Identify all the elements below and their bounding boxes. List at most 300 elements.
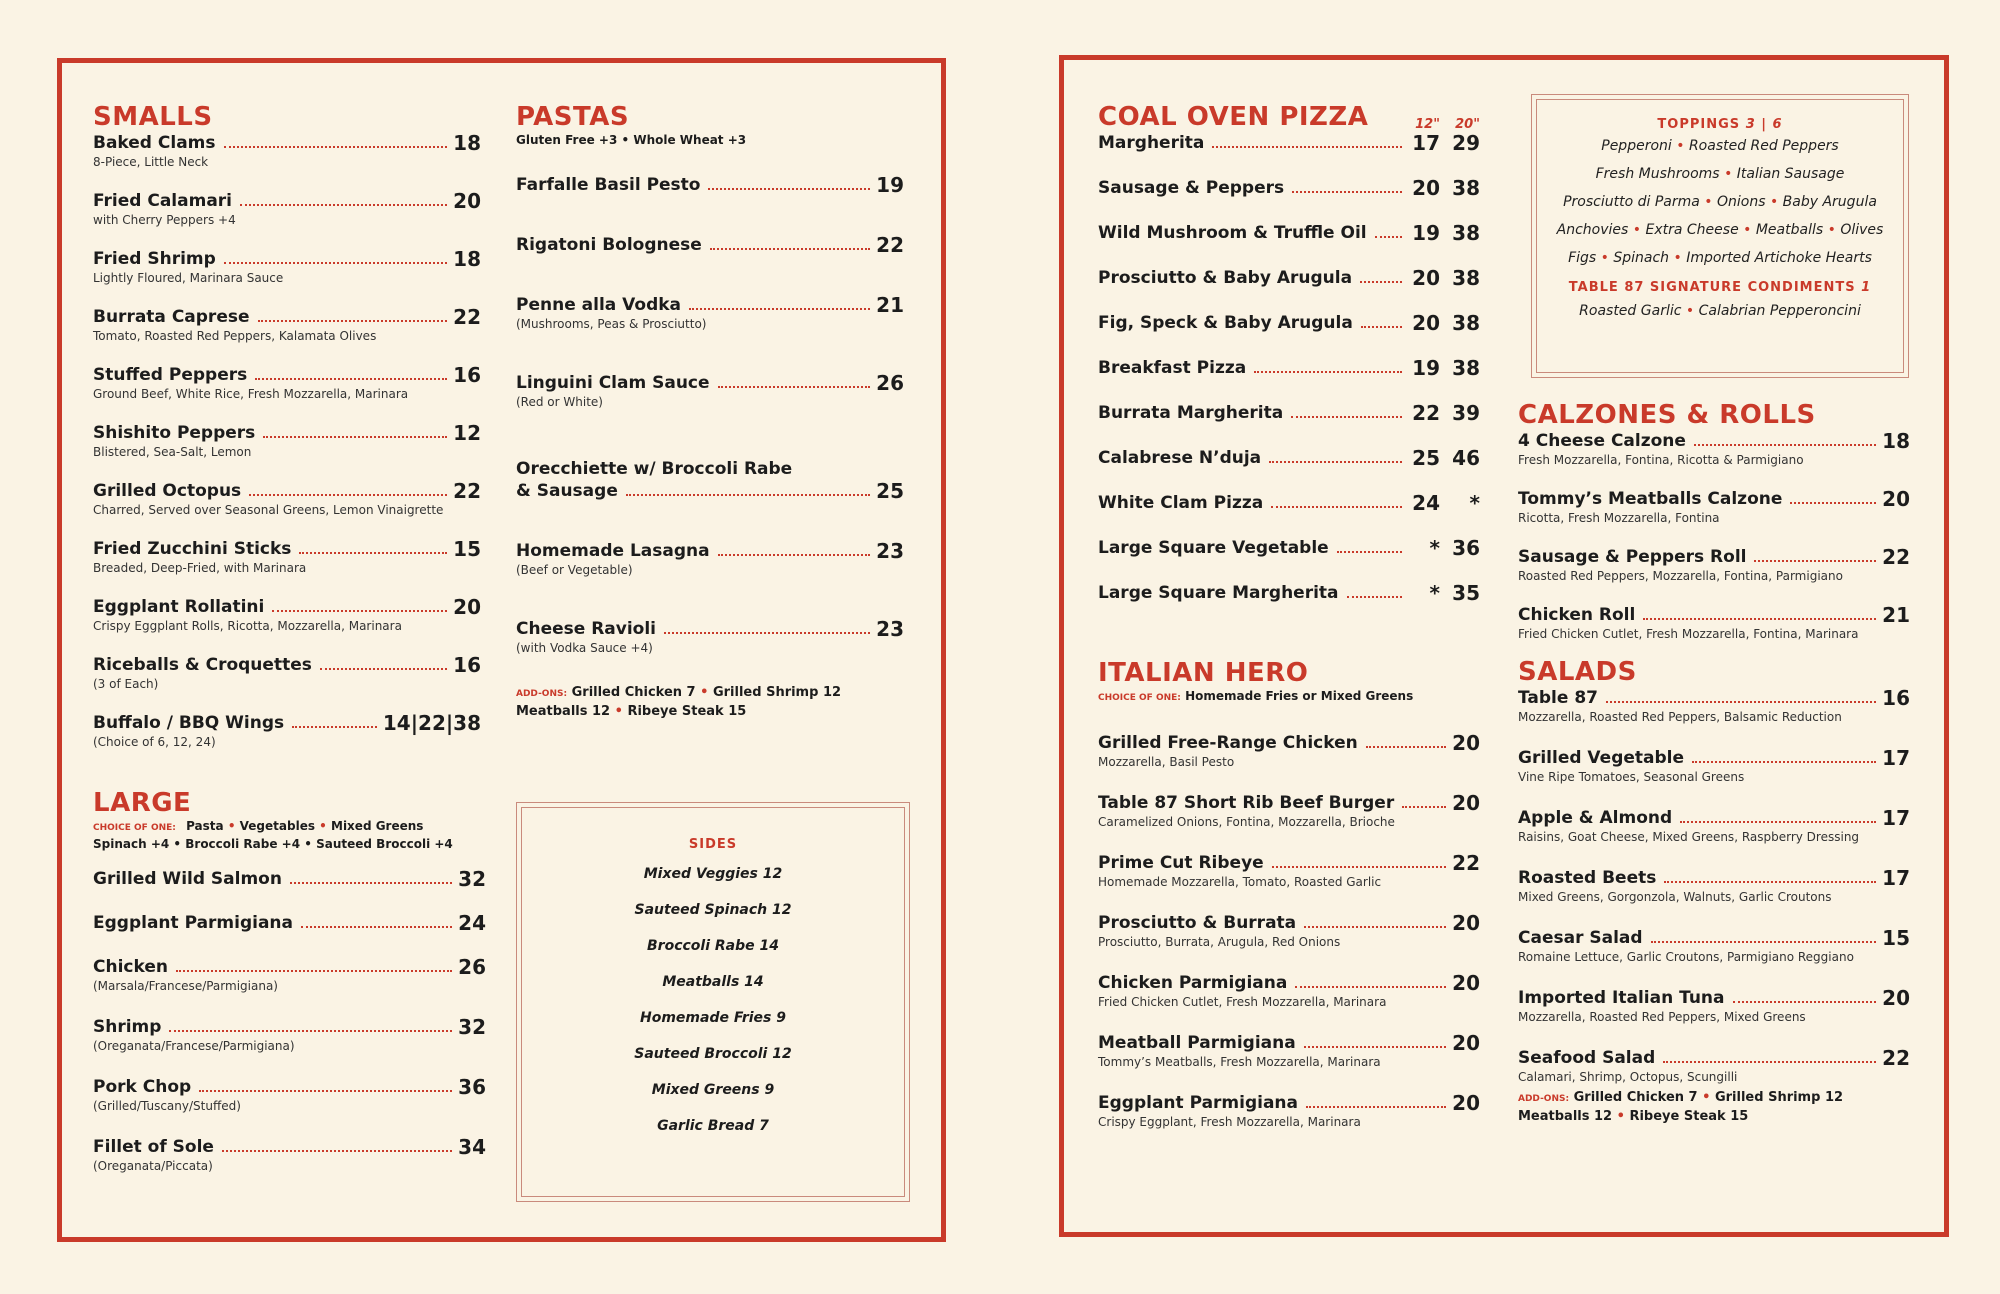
- menu-item: [1098, 732, 1480, 770]
- condiments-price: 1: [1861, 280, 1872, 295]
- menu-item-row: [93, 480, 481, 502]
- dot-leader: [1254, 371, 1402, 373]
- menu-item-desc: Breaded, Deep-Fried, with Marinara: [93, 561, 307, 575]
- menu-item-price: 16: [1882, 686, 1910, 710]
- dot-leader: [1304, 1046, 1446, 1048]
- dot-leader: [1269, 461, 1402, 463]
- dot-leader: [169, 1030, 452, 1032]
- pizza-item: [1098, 447, 1480, 469]
- salads-addons-label: ADD-ONS:: [1518, 1094, 1570, 1104]
- side-item: Mixed Veggies 12: [643, 866, 783, 882]
- calzones-title: CALZONES & ROLLS: [1518, 400, 1816, 430]
- menu-item-price: 20: [1882, 986, 1910, 1010]
- hero-list: [1098, 732, 1480, 1130]
- pizza-section: [1098, 102, 1480, 604]
- pizza-price-20: 38: [1452, 266, 1480, 290]
- calzones-list: [1518, 430, 1910, 642]
- dot-leader: [689, 308, 870, 310]
- bullet-separator: •: [1827, 222, 1836, 238]
- menu-item-price: 22: [876, 233, 904, 257]
- salads-addons-line2: Meatballs 12 • Ribeye Steak 15: [1518, 1109, 1749, 1124]
- menu-item-price: 16: [453, 653, 481, 677]
- pizza-item: [1098, 222, 1480, 244]
- menu-item-desc: with Cherry Peppers +4: [93, 213, 236, 227]
- menu-item: [93, 956, 486, 994]
- pizza-price-12: *: [1429, 536, 1440, 560]
- dot-leader: [1664, 881, 1876, 883]
- pizza-price-20: 38: [1452, 356, 1480, 380]
- menu-item-desc: Tomato, Roasted Red Peppers, Kalamata Olives: [93, 329, 377, 343]
- dot-leader: [1271, 506, 1402, 508]
- pastas-addons-line1: [516, 684, 841, 703]
- menu-item-price: 32: [458, 867, 486, 891]
- menu-item: [516, 372, 904, 410]
- menu-item-name: Caesar Salad: [1518, 928, 1643, 948]
- menu-item-name: Fillet of Sole: [93, 1137, 214, 1157]
- menu-item-row: [516, 174, 904, 196]
- menu-item-price: 14|22|38: [382, 711, 481, 735]
- large-title: LARGE: [93, 788, 192, 818]
- pizza-price-20: 38: [1452, 221, 1480, 245]
- menu-item-price: 22: [453, 305, 481, 329]
- menu-item: [1518, 488, 1910, 526]
- dot-leader: [1651, 941, 1877, 943]
- menu-item-name: Tommy’s Meatballs Calzone: [1518, 489, 1783, 509]
- menu-item-desc: Calamari, Shrimp, Octopus, Scungilli: [1518, 1070, 1738, 1084]
- menu-item: [93, 596, 481, 634]
- dot-leader: [1692, 761, 1876, 763]
- sides-content: [517, 837, 909, 1134]
- menu-item: [93, 422, 481, 460]
- menu-item-price: 18: [453, 247, 481, 271]
- condiments-title: [1532, 280, 1908, 295]
- pizza-item: [1098, 267, 1480, 289]
- large-choice-text2: Spinach +4 • Broccoli Rabe +4 • Sauteed Broccoli +4: [93, 837, 453, 851]
- pastas-list: [516, 174, 904, 656]
- menu-item-desc: Lightly Floured, Marinara Sauce: [93, 271, 284, 285]
- dot-leader: [1272, 866, 1446, 868]
- menu-item-name: Grilled Free-Range Chicken: [1098, 733, 1358, 753]
- menu-item-name: Imported Italian Tuna: [1518, 988, 1725, 1008]
- dot-leader: [272, 610, 447, 612]
- menu-item-price: 25: [876, 479, 904, 503]
- menu-item-price: 20: [1452, 971, 1480, 995]
- pizza-item: [1098, 312, 1480, 334]
- pizza-item: [1098, 402, 1480, 424]
- menu-item-price: 22: [1452, 851, 1480, 875]
- pizza-price-12: 20: [1412, 176, 1440, 200]
- sides-box: [516, 802, 910, 1202]
- menu-item-price: 20: [1452, 731, 1480, 755]
- pizza-size-12: 12": [1415, 117, 1440, 132]
- menu-item-price: 20: [1452, 791, 1480, 815]
- menu-item: [1518, 1047, 1910, 1085]
- menu-item-desc: Mixed Greens, Gorgonzola, Walnuts, Garlic Croutons: [1518, 890, 1832, 904]
- menu-item-name: Baked Clams: [93, 133, 216, 153]
- pizza-item: [1098, 582, 1480, 604]
- menu-item-row: [93, 654, 481, 676]
- bullet-separator: •: [1600, 250, 1609, 266]
- topping-line: Fresh Mushrooms • Italian Sausage: [1595, 166, 1845, 182]
- dot-leader: [1337, 551, 1402, 553]
- menu-item: [1098, 792, 1480, 830]
- dot-leader: [1790, 502, 1876, 504]
- menu-item-desc: (3 of Each): [93, 677, 159, 691]
- dot-leader: [1366, 746, 1446, 748]
- menu-item-name: Prime Cut Ribeye: [1098, 853, 1264, 873]
- menu-item-name-line2: & Sausage: [516, 481, 618, 501]
- menu-item-desc: (Red or White): [516, 395, 603, 409]
- pastas-addons-line2: Meatballs 12 • Ribeye Steak 15: [516, 704, 747, 719]
- menu-item-row: [1518, 604, 1910, 626]
- menu-item-name-wrap: [516, 458, 904, 502]
- pizza-item-name: White Clam Pizza: [1098, 493, 1264, 513]
- menu-item: [93, 1076, 486, 1114]
- menu-item-desc: Ricotta, Fresh Mozzarella, Fontina: [1518, 511, 1720, 525]
- toppings-box: [1531, 94, 1909, 378]
- pizza-price-12: 20: [1412, 311, 1440, 335]
- pizza-price-20: 39: [1452, 401, 1480, 425]
- menu-item-row: [516, 540, 904, 562]
- condiments-title-text: TABLE 87 SIGNATURE CONDIMENTS: [1568, 280, 1856, 295]
- dot-leader: [255, 378, 447, 380]
- menu-item-row: [93, 538, 481, 560]
- pizza-item-name: Sausage & Peppers: [1098, 178, 1285, 198]
- pizza-item-name: Prosciutto & Baby Arugula: [1098, 268, 1353, 288]
- menu-item-name: Grilled Octopus: [93, 481, 242, 501]
- toppings-title-text: TOPPINGS: [1657, 117, 1741, 132]
- menu-item-name: Chicken Roll: [1518, 605, 1636, 625]
- menu-item-name-row2: [516, 480, 904, 502]
- menu-item-desc: Tommy’s Meatballs, Fresh Mozzarella, Marinara: [1098, 1055, 1381, 1069]
- pastas-subtitle: Gluten Free +3 • Whole Wheat +3: [516, 133, 747, 147]
- menu-item: [93, 868, 486, 890]
- dot-leader: [1212, 146, 1402, 148]
- menu-item-row: [516, 618, 904, 640]
- dot-leader: [1606, 701, 1876, 703]
- menu-item-desc: Crispy Eggplant Rolls, Ricotta, Mozzarella, Marinara: [93, 619, 402, 633]
- pizza-price-20: 38: [1452, 311, 1480, 335]
- dot-leader: [664, 632, 870, 634]
- menu-item-name: Chicken: [93, 957, 168, 977]
- dot-leader: [1360, 281, 1402, 283]
- menu-item-name: Homemade Lasagna: [516, 541, 710, 561]
- menu-item: [1518, 604, 1910, 642]
- pizza-item: [1098, 357, 1480, 379]
- dot-leader: [258, 320, 448, 322]
- bullet-separator: •: [1676, 138, 1685, 154]
- menu-item: [93, 190, 481, 228]
- menu-item-row: [1518, 1047, 1910, 1069]
- pizza-price-12: *: [1429, 581, 1440, 605]
- pastas-section: [516, 102, 904, 719]
- menu-item-row: [1098, 732, 1480, 754]
- dot-leader: [1295, 986, 1446, 988]
- pizza-item: [1098, 177, 1480, 199]
- menu-item-row: [516, 234, 904, 256]
- side-item: Mixed Greens 9: [651, 1082, 775, 1098]
- menu-item: [1518, 807, 1910, 845]
- menu-item-price: 20: [1452, 1031, 1480, 1055]
- menu-item: [93, 480, 481, 518]
- bullet-separator: •: [614, 704, 623, 719]
- menu-item-row: [1098, 1092, 1480, 1114]
- menu-item-desc: Blistered, Sea-Salt, Lemon: [93, 445, 252, 459]
- menu-item: [1098, 852, 1480, 890]
- pizza-item: [1098, 537, 1480, 559]
- menu-item-price: 20: [453, 595, 481, 619]
- pizza-list: [1098, 132, 1480, 604]
- pizza-item-name: Margherita: [1098, 133, 1205, 153]
- menu-item-name: Burrata Caprese: [93, 307, 250, 327]
- menu-item-price: 19: [876, 173, 904, 197]
- menu-item-desc: Crispy Eggplant, Fresh Mozzarella, Marinara: [1098, 1115, 1361, 1129]
- menu-item: [516, 458, 904, 502]
- menu-item-row: [1518, 687, 1910, 709]
- menu-item: [1518, 546, 1910, 584]
- menu-item: [93, 1016, 486, 1054]
- menu-item-row: [1518, 546, 1910, 568]
- dot-leader: [626, 494, 870, 496]
- menu-item-name: Fried Calamari: [93, 191, 232, 211]
- menu-item-price: 17: [1882, 746, 1910, 770]
- bullet-separator: •: [1724, 166, 1733, 182]
- topping-line: Figs • Spinach • Imported Artichoke Hearts: [1568, 250, 1872, 266]
- menu-item-name: Apple & Almond: [1518, 808, 1673, 828]
- menu-item-desc: Romaine Lettuce, Garlic Croutons, Parmigiano Reggiano: [1518, 950, 1854, 964]
- menu-item: [516, 618, 904, 656]
- menu-item-desc: Raisins, Goat Cheese, Mixed Greens, Raspberry Dressing: [1518, 830, 1860, 844]
- menu-item-name: 4 Cheese Calzone: [1518, 431, 1686, 451]
- menu-item-row: [93, 868, 486, 890]
- dot-leader: [718, 554, 871, 556]
- dot-leader: [1304, 926, 1446, 928]
- menu-item-desc: (Marsala/Francese/Parmigiana): [93, 979, 278, 993]
- menu-item-desc: 8-Piece, Little Neck: [93, 155, 209, 169]
- dot-leader: [320, 668, 447, 670]
- menu-item-price: 20: [453, 189, 481, 213]
- dot-leader: [1291, 416, 1402, 418]
- menu-item-row: [93, 912, 486, 934]
- pizza-item-name: Large Square Vegetable: [1098, 538, 1329, 558]
- sides-list: [517, 866, 909, 1134]
- menu-item-price: 12: [453, 421, 481, 445]
- menu-item-row: [1098, 972, 1480, 994]
- menu-item-row: [93, 712, 481, 734]
- smalls-title: SMALLS: [93, 102, 213, 132]
- menu-item-row: [1098, 912, 1480, 934]
- menu-item-price: 26: [876, 371, 904, 395]
- menu-item: [1098, 1032, 1480, 1070]
- bullet-separator: •: [319, 819, 327, 833]
- dot-leader: [1306, 1106, 1446, 1108]
- menu-item-row: [516, 372, 904, 394]
- menu-item-row: [1518, 807, 1910, 829]
- large-choice: [93, 818, 486, 836]
- toppings-content: [1532, 117, 1908, 319]
- pizza-title: COAL OVEN PIZZA: [1098, 102, 1369, 132]
- menu-item-desc: Fried Chicken Cutlet, Fresh Mozzarella, Marinara: [1098, 995, 1387, 1009]
- pizza-price-12: 22: [1412, 401, 1440, 425]
- salads-addons-text1: Grilled Chicken 7 • Grilled Shrimp 12: [1573, 1090, 1844, 1105]
- menu-item-price: 20: [1452, 1091, 1480, 1115]
- menu-item: [1518, 987, 1910, 1025]
- bullet-separator: •: [1743, 222, 1752, 238]
- pizza-item-name: Breakfast Pizza: [1098, 358, 1247, 378]
- dot-leader: [718, 386, 871, 388]
- menu-item-desc: (Oreganata/Piccata): [93, 1159, 213, 1173]
- large-section: [93, 788, 486, 1174]
- menu-item-row: [93, 1136, 486, 1158]
- large-list: [93, 868, 486, 1174]
- menu-item-name: Linguini Clam Sauce: [516, 373, 710, 393]
- menu-item-name: Stuffed Peppers: [93, 365, 248, 385]
- pizza-item-name: Wild Mushroom & Truffle Oil: [1098, 223, 1367, 243]
- large-choice-text: Pasta • Vegetables • Mixed Greens: [186, 819, 424, 833]
- pizza-price-20: *: [1469, 491, 1480, 515]
- menu-item-desc: Fried Chicken Cutlet, Fresh Mozzarella, Fontina, Marinara: [1518, 627, 1859, 641]
- bullet-separator: •: [227, 819, 236, 833]
- menu-item: [93, 912, 486, 934]
- dot-leader: [249, 494, 447, 496]
- menu-item-row: [1518, 747, 1910, 769]
- side-item: Sauteed Broccoli 12: [634, 1046, 792, 1062]
- menu-item-price: 18: [453, 131, 481, 155]
- menu-item: [516, 174, 904, 196]
- salads-list: [1518, 687, 1910, 1085]
- menu-item-row: [1518, 927, 1910, 949]
- pizza-header: [1098, 102, 1480, 132]
- sides-title: SIDES: [688, 837, 738, 852]
- dot-leader: [1754, 560, 1876, 562]
- menu-item-desc: Mozzarella, Roasted Red Peppers, Mixed Greens: [1518, 1010, 1806, 1024]
- menu-item-desc: Mozzarella, Roasted Red Peppers, Balsamic Reduction: [1518, 710, 1842, 724]
- menu-item: [93, 538, 481, 576]
- pizza-size-20: 20": [1455, 117, 1480, 132]
- pizza-price-20: 36: [1452, 536, 1480, 560]
- menu-item-price: 23: [876, 617, 904, 641]
- menu-item-price: 24: [458, 911, 486, 935]
- pastas-addons-label: ADD-ONS:: [516, 689, 568, 699]
- topping-line: Anchovies • Extra Cheese • Meatballs • Olives: [1556, 222, 1884, 238]
- dot-leader: [263, 436, 447, 438]
- menu-item: [1098, 972, 1480, 1010]
- menu-item-price: 16: [453, 363, 481, 387]
- menu-item-row: [93, 364, 481, 386]
- bullet-separator: •: [1685, 303, 1695, 319]
- dot-leader: [1733, 1001, 1877, 1003]
- menu-item-name: Shrimp: [93, 1017, 162, 1037]
- menu-item-row: [93, 422, 481, 444]
- menu-item-desc: (Mushrooms, Peas & Prosciutto): [516, 317, 707, 331]
- menu-item-row: [1098, 852, 1480, 874]
- menu-item: [93, 306, 481, 344]
- side-item: Meatballs 14: [662, 974, 764, 990]
- menu-item: [1098, 912, 1480, 950]
- menu-item: [93, 654, 481, 692]
- menu-item-name: Fried Zucchini Sticks: [93, 539, 292, 559]
- menu-item-name: Eggplant Parmigiana: [93, 913, 294, 933]
- side-item: Garlic Bread 7: [657, 1118, 769, 1134]
- menu-item-price: 17: [1882, 866, 1910, 890]
- menu-item-price: 18: [1882, 429, 1910, 453]
- menu-item-name: Meatball Parmigiana: [1098, 1033, 1296, 1053]
- menu-item-name: Pork Chop: [93, 1077, 192, 1097]
- menu-item-desc: (Grilled/Tuscany/Stuffed): [93, 1099, 241, 1113]
- menu-item-name: Eggplant Rollatini: [93, 597, 265, 617]
- pizza-item-name: Calabrese N’duja: [1098, 448, 1262, 468]
- salads-addons: [1518, 1089, 1910, 1126]
- toppings-title: [1532, 117, 1908, 132]
- menu-item-desc: Roasted Red Peppers, Mozzarella, Fontina, Parmigiano: [1518, 569, 1843, 583]
- menu-item-desc: (with Vodka Sauce +4): [516, 641, 653, 655]
- menu-item-row: [93, 1076, 486, 1098]
- hero-title: ITALIAN HERO: [1098, 658, 1309, 688]
- menu-item-row: [1518, 430, 1910, 452]
- menu-item: [1518, 927, 1910, 965]
- pizza-item: [1098, 132, 1480, 154]
- menu-item: [93, 364, 481, 402]
- menu-item-price: 15: [1882, 926, 1910, 950]
- bullet-separator: •: [1616, 1109, 1625, 1124]
- menu-item: [93, 712, 481, 750]
- menu-item-row: [1518, 867, 1910, 889]
- bullet-separator: •: [1704, 194, 1713, 210]
- menu-item-price: 20: [1452, 911, 1480, 935]
- bullet-separator: •: [1702, 1090, 1711, 1105]
- menu-item-name: Seafood Salad: [1518, 1048, 1656, 1068]
- menu-item-desc: Vine Ripe Tomatoes, Seasonal Greens: [1518, 770, 1745, 784]
- menu-item: [1518, 687, 1910, 725]
- menu-item: [93, 1136, 486, 1174]
- menu-item-price: 21: [1882, 603, 1910, 627]
- hero-section: [1098, 658, 1480, 1130]
- dot-leader: [1694, 444, 1876, 446]
- menu-item-name: Prosciutto & Burrata: [1098, 913, 1297, 933]
- menu-item-name: Farfalle Basil Pesto: [516, 175, 701, 195]
- dot-leader: [292, 726, 377, 728]
- dot-leader: [1663, 1061, 1876, 1063]
- dot-leader: [222, 1150, 452, 1152]
- pizza-price-12: 25: [1412, 446, 1440, 470]
- bullet-separator: •: [1769, 194, 1779, 210]
- menu-item-row: [516, 458, 904, 502]
- menu-item-price: 21: [876, 293, 904, 317]
- menu-item-desc: (Choice of 6, 12, 24): [93, 735, 216, 749]
- menu-item-price: 34: [458, 1135, 486, 1159]
- menu-item: [516, 540, 904, 578]
- menu-item-desc: Caramelized Onions, Fontina, Mozzarella, Brioche: [1098, 815, 1395, 829]
- dot-leader: [710, 248, 870, 250]
- dot-leader: [1643, 618, 1876, 620]
- menu-item-desc: Homemade Mozzarella, Tomato, Roasted Garlic: [1098, 875, 1382, 889]
- menu-item: [516, 294, 904, 332]
- menu-item-row: [93, 190, 481, 212]
- menu-item-price: 22: [453, 479, 481, 503]
- topping-line: Prosciutto di Parma • Onions • Baby Arugula: [1563, 194, 1877, 210]
- side-item: Sauteed Spinach 12: [634, 902, 792, 918]
- menu-item-price: 23: [876, 539, 904, 563]
- bullet-separator: •: [1673, 250, 1682, 266]
- menu-item-desc: (Beef or Vegetable): [516, 563, 633, 577]
- menu-item-desc: Ground Beef, White Rice, Fresh Mozzarella, Marinara: [93, 387, 409, 401]
- pizza-price-12: 19: [1412, 356, 1440, 380]
- menu-item-name: Grilled Wild Salmon: [93, 869, 282, 889]
- pastas-addons: [516, 684, 841, 721]
- salads-section: [1518, 657, 1910, 1126]
- smalls-section: [93, 102, 481, 750]
- menu-item-price: 15: [453, 537, 481, 561]
